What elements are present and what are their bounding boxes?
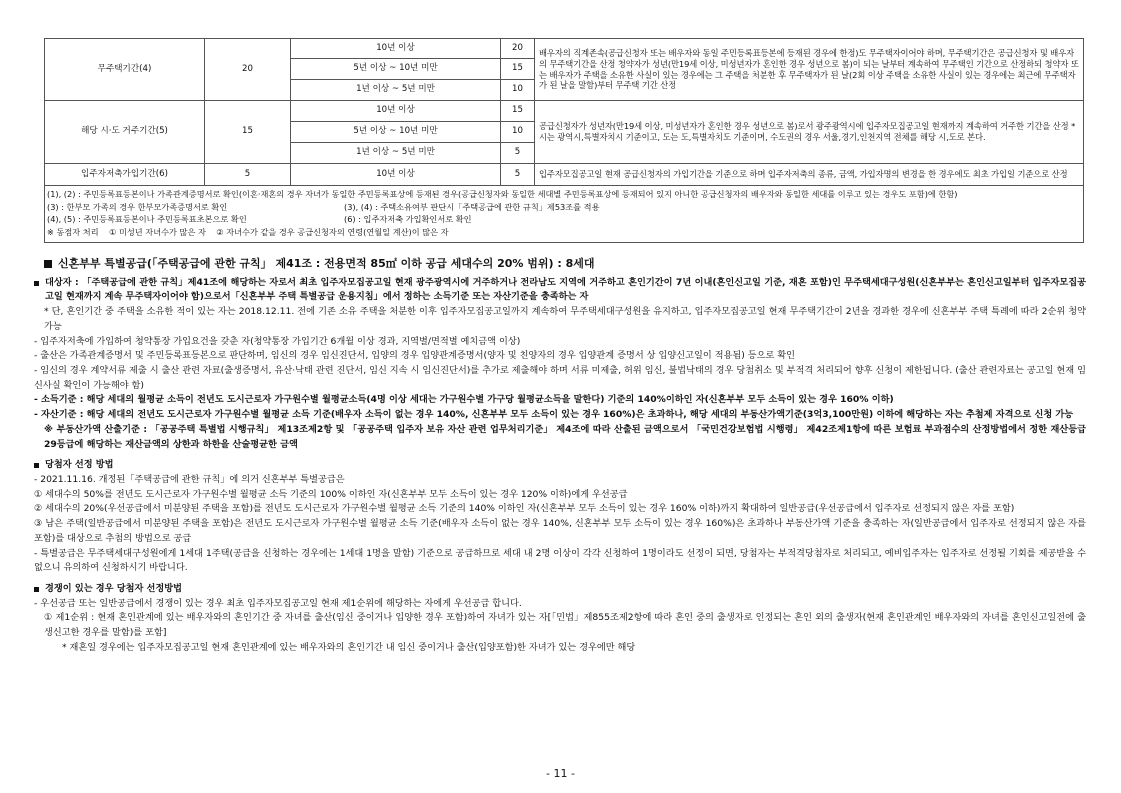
paragraph: - 출산은 가족관계증명서 및 주민등록표등본으로 판단하며, 임신의 경우 임신진단서, 입양의 경우 입양관계증명서(양자 및 친양자의 경우 입양관계 증명서 상 입양신고일이 적용됨) 등으로 확인 [34,350,796,362]
note-text: (3), (4) : 주택소유여부 판단시「주택공급에 관한 규칙」제53조를 적용 [344,201,600,212]
paragraph: ① 제1순위 : 현재 혼인관계에 있는 배우자와의 혼인기간 중 자녀를 출산(임신 중이거나 입양한 경우 포함)하여 자녀가 있는 자[「민법」제855조제2항에 따라 혼인 중의 출생자로 인정되는 혼인 외의 출생자(현재 혼인관계인 배우자와의 자녀를 혼인신고일전에 출생신고한 경우를 말함)를 포함] [44,612,1086,639]
points-cell: 5 [501,164,535,186]
note-line [47,213,1081,226]
range-cell: 1년 이상 ~ 5년 미만 [291,143,501,164]
newlywed-section [58,256,1112,272]
max-points-cell: 15 [205,101,291,164]
small-square-icon [34,463,39,468]
paragraph: ③ 남은 주택(일반공급에서 미분양된 주택을 포함)은 전년도 도시근로자 가구원수별 월평균 소득 기준(배우자 소득이 없는 경우 140%, 신혼부부 모두 소득이 있는 경우 160%)은 초과하나 부동산가액 기준을 충족하는 자(일반공급에서 입주자로 선정되지 않은 자를 포함)를 대상으로 추첨의 방법으로 공급 [34,518,1086,544]
paragraph: * 재혼일 경우에는 입주자모집공고일 현재 혼인관계에 있는 배우자와의 혼인기간 내 임신 중이거나 출산(입양포함)한 자녀가 있는 경우에만 해당 [62,641,636,653]
paragraph: - 임신의 경우 계약서류 제출 시 출산 관련 자료(출생증명서, 유산·낙태 관련 진단서, 임신 지속 시 임신진단서)를 추가로 제출해야 하며 서류 미제출, 허위 임신, 불법낙태의 경우 당첨취소 및 부적격 처리되어 향후 신청이 제한됩니다. (출산 관련자료는 공고일 현재 임신사실 확인이 가능해야 함) [34,364,1086,391]
description-cell: 공급신청자가 성년자(만19세 이상, 미성년자가 혼인한 경우 성년으로 봄)로서 광주광역시에 입주자모집공고일 현재까지 계속하여 거주한 기간을 산정 * 시는 광역시,특별자치시 기준이고, 도는 도,특별자치도 기준이며, 수도권의 경우 서울,경기,인천지역 전체를 해당 시,도로 본다. [535,101,1084,164]
range-cell: 5년 이상 ~ 10년 미만 [291,59,501,80]
note-line: (1), (2) : 주민등록표등본이나 가족관계증명서로 확인(이혼·재혼의 경우 자녀가 동일한 주민등록표상에 등재된 경우(공급신청자와 동일한 세대별 주민등록표상에 등재되어 있지 아니한 공급신청자의 배우자와 동일한 세대를 이루고 있는 경우도 포함)에 한함) [47,189,958,199]
range-cell: 1년 이상 ~ 5년 미만 [291,80,501,101]
page-number: - 11 - [546,767,575,780]
note-line: ※ 동점자 처리 ① 미성년 자녀수가 많은 자 ② 자녀수가 같을 경우 공급신청자의 연령(연월일 계산)이 많은 자 [47,227,449,238]
subsection-title [34,582,1086,597]
range-cell: 5년 이상 ~ 10년 미만 [291,122,501,143]
paragraph: - 2021.11.16. 개정된「주택공급에 관한 규칙」에 의거 신혼부부 특별공급은 [34,474,345,485]
description-cell: 배우자의 직계존속(공급신청자 또는 배우자와 동일 주민등록표등본에 등재된 경우에 한정)도 무주택자이어야 하며, 무주택기간은 공급신청자 및 배우자의 무주택기간을 산정 청약자가 성년(만19세 이상, 미성년자가 혼인한 경우 성년으로 봄)이 되는 날부터 계속하여 무주택인 기간으로 산정하되 청약자 또는 배우자가 주택을 소유한 사실이 있는 경우에는 그 주택을 처분한 후 무주택자가 된 날(2회 이상 주택을 소유한 사실이 있는 경우에는 최근에 무주택자가 된 날을 말함)부터 무주택 기간 산정 [535,39,1084,101]
paragraph: - 특별공급은 무주택세대구성원에게 1세대 1주택(공급을 신청하는 경우에는 1세대 1명을 말함) 기준으로 공급하므로 세대 내 2명 이상이 각각 신청하여 1명이라도 선정이 되면, 당첨자는 부적격당첨자로 처리되고, 예비입주자는 입주자로 선정될 기회를 제공받을 수 없으니 유의하여 신청하시기 바랍니다. [34,547,1086,574]
content-block [34,276,1086,656]
paragraph: ② 세대수의 20%(우선공급에서 미분양된 주택을 포함)를 전년도 도시근로자 가구원수별 월평균 소득 기준의 140% 이하인 자(신혼부부 모두 소득이 있는 경우 160% 이하)까지 확대하여 일반공급(우선공급에서 입주자로 선정되지 않은 자를 포함) [34,503,1015,515]
document-page [34,38,1086,656]
points-cell: 15 [501,101,535,122]
range-cell: 10년 이상 [291,101,501,122]
small-square-icon [34,281,39,286]
section-title-text: 신혼부부 특별공급(「주택공급에 관한 규칙」 제41조 : 전용면적 85㎡ 이하 공급 세대수의 20% 범위) : 8세대 [58,256,595,270]
points-cell: 10 [501,80,535,101]
points-cell: 15 [501,59,535,80]
small-square-icon [34,587,39,592]
note-text: (6) : 입주자저축 가입확인서로 확인 [344,214,472,225]
points-cell: 10 [501,122,535,143]
category-cell: 해당 시·도 거주기간(5) [45,101,205,164]
max-points-cell: 20 [205,39,291,101]
paragraph: ① 세대수의 50%를 전년도 도시근로자 가구원수별 월평균 소득 기준의 100% 이하인 자(신혼부부 모두 소득이 있는 경우 120% 이하)에게 우선공급 [34,488,628,500]
paragraph: - 소득기준 : 해당 세대의 월평균 소득이 전년도 도시근로자 가구원수별 월평균소득(4명 이상 세대는 가구원수별 가구당 월평균소득을 말한다) 기준의 140%이하인 자(신혼부부 모두 소득이 있는 경우 160% 이하) [34,394,894,406]
description-cell: 입주자모집공고일 현재 공급신청자의 가입기간을 기준으로 하며 입주자저축의 종류, 금액, 가입자명의 변경을 한 경우에도 최초 가입일 기준으로 산정 [535,164,1084,186]
section-title [44,257,1112,272]
paragraph: * 단, 혼인기간 중 주택을 소유한 적이 있는 자는 2018.12.11. 전에 기존 소유 주택을 처분한 이후 입주자모집공고일까지 계속하여 무주택세대구성원을 유지하고, 입주자모집공고일 현재 무주택기간이 2년을 경과한 경우에 신혼부부 주택 특례에 따라 2순위 청약 가능 [44,306,1086,332]
note-text: (3) : 한부모 가족의 경우 한부모가족증명서로 확인 [47,201,228,212]
points-cell: 20 [501,39,535,59]
max-points-cell: 5 [205,164,291,186]
paragraph: - 자산기준 : 해당 세대의 전년도 도시근로자 가구원수별 월평균 소득 기준(배우자 소득이 없는 경우 140%, 신혼부부 모두 소득이 있는 경우 160%)은 초과하나, 해당 세대의 부동산가액기준(3억3,100만원) 이하에 해당하는 자는 추첨제 자격으로 신청 가능 [34,409,1074,421]
subsection-title-text: 당첨자 선정 방법 [45,459,114,471]
subsection-title-text: 경쟁이 있는 경우 당첨자 선정방법 [45,583,183,595]
subsection-title [34,458,1086,473]
note-line [47,201,1081,214]
paragraph: - 우선공급 또는 일반공급에서 경쟁이 있는 경우 최초 입주자모집공고일 현재 제1순위에 해당하는 자에게 우선공급 합니다. [34,597,522,609]
score-table [44,38,1084,186]
note-text: (4), (5) : 주민등록표등본이나 주민등록표초본으로 확인 [47,214,247,225]
square-bullet-icon [44,260,52,268]
range-cell: 10년 이상 [291,164,501,186]
paragraph: ※ 부동산가액 산출기준 : 「공공주택 특별법 시행규칙」 제13조제2항 및 「공공주택 입주자 보유 자산 관련 업무처리기준」 제4조에 따라 산출된 금액으로서 「국민건강보험법 시행령」 제42조제1항에 따른 보험료 부과점수의 산정방법에서 정한 재산등급 29등급에 해당하는 재산금액의 상한과 하한을 산술평균한 금액 [44,423,1086,450]
paragraph: - 입주자저축에 가입하여 청약통장 가입요건을 갖춘 자(청약통장 가입기간 6개월 이상 경과, 지역별/면적별 예치금액 이상) [34,335,521,347]
range-cell: 10년 이상 [291,39,501,59]
category-cell: 입주자저축가입기간(6) [45,164,205,186]
category-cell: 무주택기간(4) [45,39,205,101]
points-cell: 5 [501,143,535,164]
target-paragraph [34,276,1086,305]
table-notes [44,186,1084,243]
target-text: 대상자 : 「주택공급에 관한 규칙」제41조에 해당하는 자로서 최초 입주자모집공고일 현재 광주광역시에 거주하거나 전라남도 지역에 거주하고 혼인기간이 7년 이내(혼인신고일 기준, 재혼 포함)인 무주택세대구성원(신혼부부는 혼인신고일부터 입주자모집공고일 현재까지 계속 무주택자이어야 함)으로서「신혼부부 주택 특별공급 운용지침」에서 정하는 소득기준 또는 자산기준을 충족하는 자 [45,276,1086,303]
